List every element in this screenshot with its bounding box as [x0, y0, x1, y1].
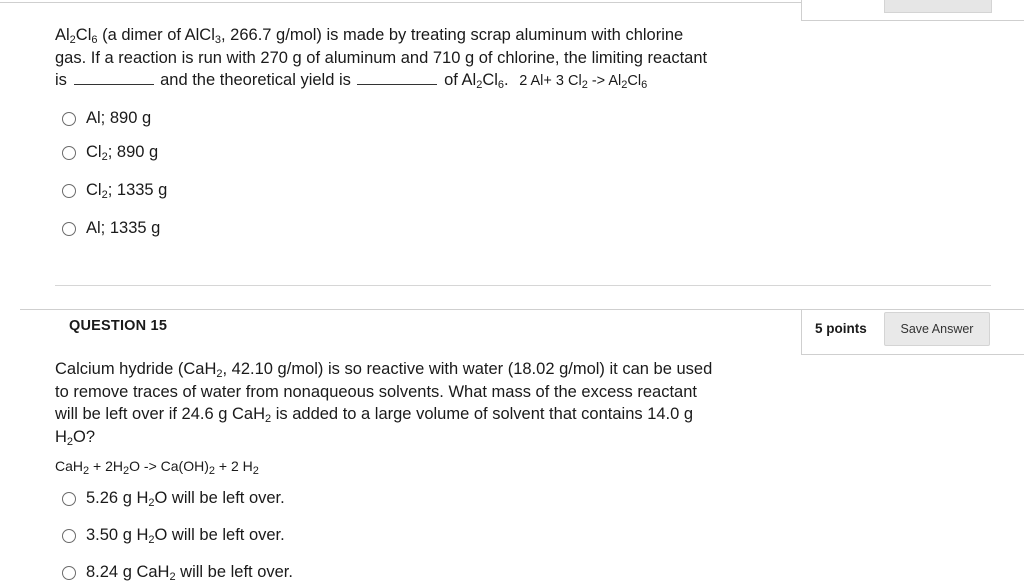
option-label: 8.24 g CaH$_2$ will be left over. [86, 563, 293, 583]
q14-option-3[interactable] [62, 181, 167, 200]
option-label: $Cl_2$; 890 g [86, 143, 159, 163]
q15-equation: $CaH_2 + 2H_2O -> Ca(OH)_2 + 2$ $H_2$ [55, 458, 259, 477]
q15-text-line-4: $H_2O$? [55, 428, 96, 448]
q14-option-4[interactable] [62, 219, 160, 238]
q14-option-1[interactable] [62, 109, 151, 128]
radio-button[interactable] [62, 492, 76, 506]
radio-button[interactable] [62, 112, 76, 126]
prev-save-button[interactable] [884, 0, 992, 13]
radio-button[interactable] [62, 222, 76, 236]
q15-text-line-3: will be left over if 24.6 g CaH$_2$ is added to a large volume of solvent that contains 14.0 g [55, 405, 694, 425]
option-label: $Cl_2$; 1335 g [86, 181, 168, 201]
radio-button[interactable] [62, 529, 76, 543]
option-label: Al; 1335 g [86, 219, 161, 237]
answer-blank-2 [357, 70, 437, 85]
option-label: Al; 890 g [86, 109, 152, 127]
radio-button[interactable] [62, 566, 76, 580]
q14-option-2[interactable] [62, 143, 158, 162]
save-answer-button[interactable]: Save Answer [884, 312, 990, 346]
top-divider [0, 2, 801, 3]
q15-option-1[interactable] [62, 489, 285, 508]
option-label: 3.50 g $H_2O$ will be left over. [86, 526, 285, 546]
answer-blank-1 [74, 70, 154, 85]
points-label: 5 points [815, 321, 867, 336]
q14-text-line-1: $Al_2Cl_6$ (a dimer of AlCl$_3$, 266.7 g/mol) is made by treating scrap aluminum with chlorine [55, 26, 684, 46]
q14-text-line-3: is and the theoretical yield is of $Al_2Cl_6$. 2 Al+ 3 $Cl_2 -> Al_2Cl_6$ [55, 71, 648, 91]
q15-option-3[interactable] [62, 563, 293, 582]
q15-text-line-2: to remove traces of water from nonaqueous solvents. What mass of the excess reactant [55, 383, 697, 401]
q14-text-line-2: gas. If a reaction is run with 270 g of aluminum and 710 g of chlorine, the limiting reactant [55, 49, 708, 67]
question-separator [55, 285, 991, 286]
q15-option-2[interactable] [62, 526, 285, 545]
q14-equation: 2 Al+ 3 $Cl_2 -> Al_2Cl_6$ [519, 73, 648, 91]
option-label: 5.26 g $H_2O$ will be left over. [86, 489, 285, 509]
radio-button[interactable] [62, 184, 76, 198]
q15-text-line-1: Calcium hydride (CaH$_2$, 42.10 g/mol) is so reactive with water (18.02 g/mol) it can be used [55, 360, 713, 380]
radio-button[interactable] [62, 146, 76, 160]
question-title: QUESTION 15 [69, 318, 168, 334]
